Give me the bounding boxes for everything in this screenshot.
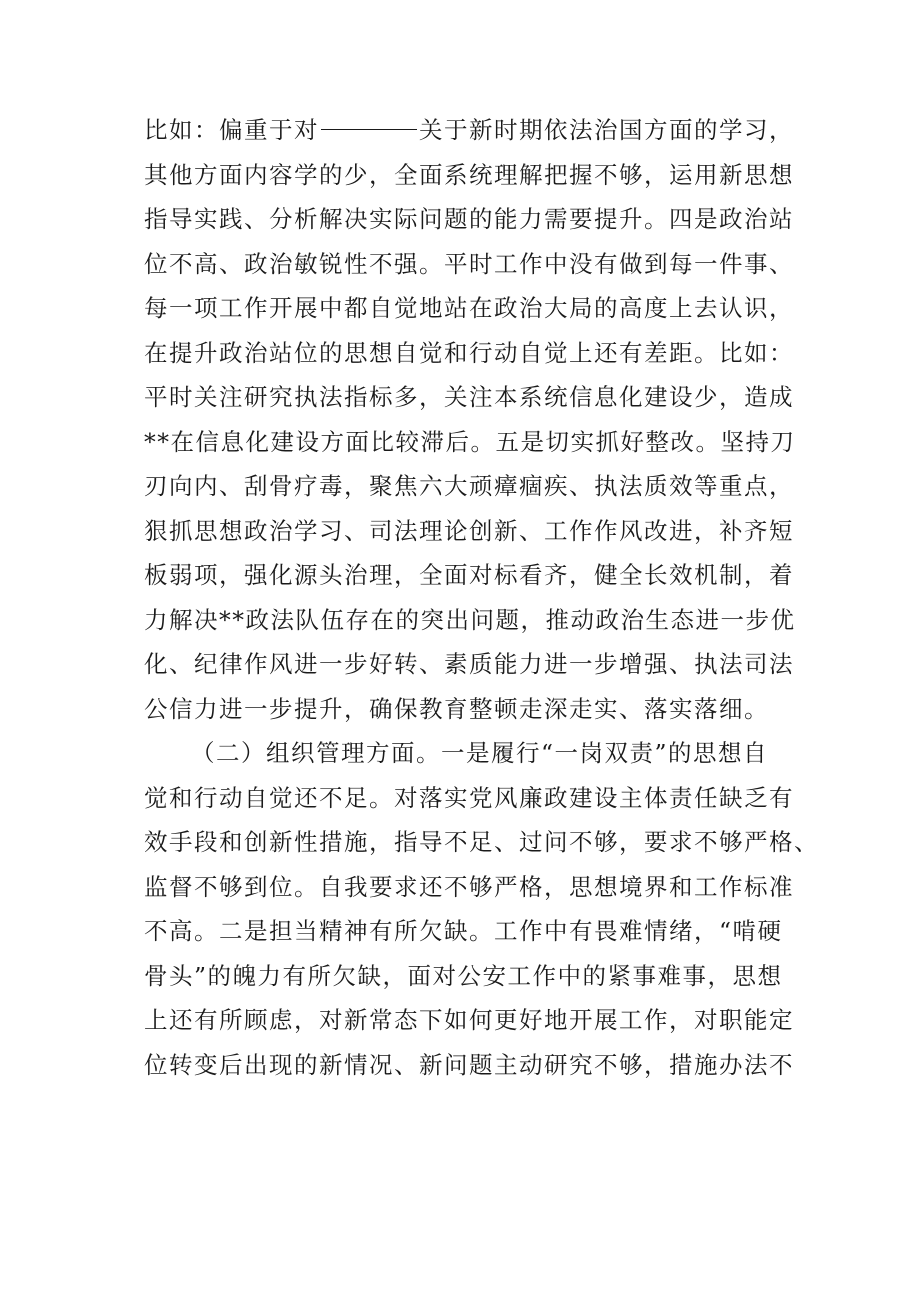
paragraph-heading-line: （二）组织管理方面。一是履行“一岗双责”的思想自	[191, 739, 769, 767]
text-line: 每一项工作开展中都自觉地站在政治大局的高度上去认识，	[144, 294, 794, 322]
text-line: 效手段和创新性措施，指导不足、过问不够，要求不够严格、	[144, 828, 819, 856]
text-line: 力解决**政法队伍存在的突出问题，推动政治生态进一步优	[144, 605, 796, 634]
text-line: 位不高、政治敏锐性不强。平时工作中没有做到每一件事、	[144, 249, 794, 278]
body-text	[144, 108, 819, 1087]
text-line: 刃向内、刮骨疗毒，聚焦六大顽瘴痼疾、执法质效等重点，	[144, 472, 794, 500]
text-line: 不高。二是担当精神有所欠缺。工作中有畏难情绪，“啃硬	[144, 917, 783, 945]
text-line: 上还有所顾虑，对新常态下如何更好地开展工作，对职能定	[144, 1006, 794, 1034]
text-line: 位转变后出现的新情况、新问题主动研究不够，措施办法不	[144, 1050, 794, 1079]
text-line: 骨头”的魄力有所欠缺，面对公安工作中的紧事难事，思想	[144, 961, 783, 990]
text-line	[144, 108, 794, 153]
text-line: 其他方面内容学的少，全面系统理解把握不够，运用新思想	[144, 160, 794, 189]
text-line: 监督不够到位。自我要求还不够严格，思想境界和工作标准	[144, 872, 794, 901]
text-line: 平时关注研究执法指标多，关注本系统信息化建设少，造成	[144, 383, 794, 411]
text-line: **在信息化建设方面比较滞后。五是切实抓好整改。坚持刀	[144, 427, 796, 456]
fill-in-blank	[321, 128, 417, 130]
text-line: 化、纪律作风进一步好转、素质能力进一步增强、执法司法	[144, 650, 794, 678]
text-line: 觉和行动自觉还不足。对落实党风廉政建设主体责任缺乏有	[144, 783, 794, 812]
text-line: 指导实践、分析解决实际问题的能力需要提升。四是政治站	[144, 205, 794, 233]
text-line: 公信力进一步提升，确保教育整顿走深走实、落实落细。	[144, 694, 769, 723]
text-line: 在提升政治站位的思想自觉和行动自觉上还有差距。比如：	[144, 338, 794, 367]
text-line: 狠抓思想政治学习、司法理论创新、工作作风改进，补齐短	[144, 516, 794, 545]
text-line: 板弱项，强化源头治理，全面对标看齐，健全长效机制，着	[144, 561, 794, 589]
text-fragment: 比如：偏重于对	[144, 116, 319, 144]
text-fragment: 关于新时期依法治国方面的学习，	[419, 116, 794, 144]
